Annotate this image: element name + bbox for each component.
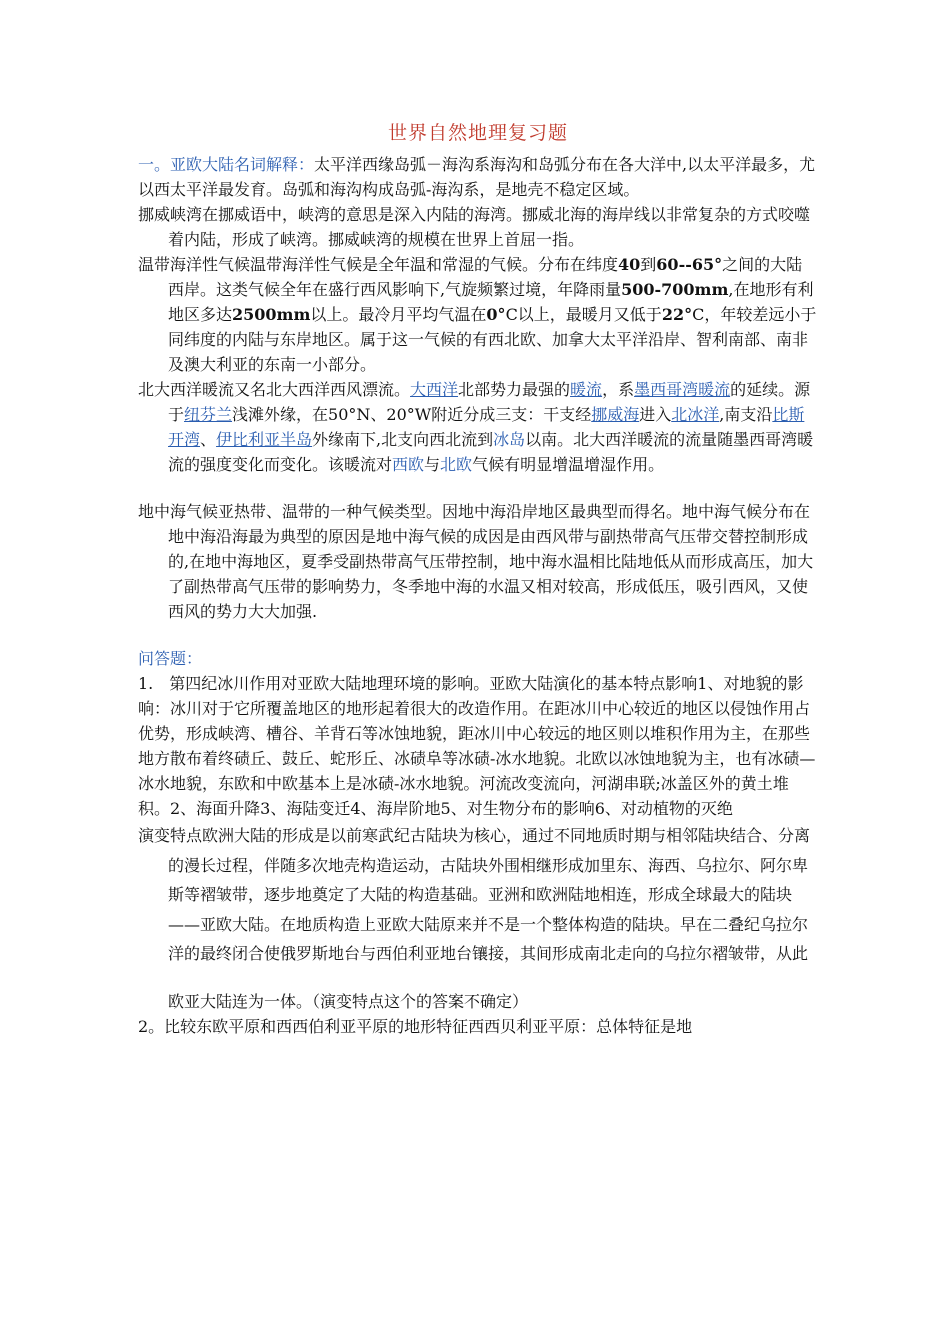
link-arctic-ocean[interactable]: 北冰洋 — [671, 405, 720, 424]
text-run: C以上，最暖月又低于 — [505, 305, 662, 324]
link-iceland[interactable]: 冰岛 — [493, 430, 526, 449]
text-run: 进入 — [639, 405, 672, 424]
text-run: C，年较差远小于同纬度的内陆与东岸地区。属于这一气候的有西北欧、加拿大太平洋沿岸、智利南部、南非及澳大利亚的东南一小部分。 — [168, 305, 817, 374]
text-run: 到 — [640, 255, 657, 274]
text-run: 北部势力最强的 — [458, 380, 571, 399]
text-run: 、 — [200, 430, 217, 449]
definition-island-arc — [138, 152, 818, 202]
section-heading-questions: 问答题： — [138, 649, 203, 668]
link-bay-of-biscay[interactable]: 比斯开湾 — [168, 405, 805, 449]
text-run: 北大西洋暖流又名北大西洋西风漂流。 — [138, 380, 411, 399]
evolution-features-end: 欧亚大陆连为一体。（演变特点这个的答案不确定） — [168, 991, 529, 1011]
link-western-europe[interactable]: 西欧 — [392, 455, 425, 474]
paragraph-gap — [138, 477, 818, 499]
text-run: 浅滩外缘，在50°N、20°W附近分成三支：干支经 — [232, 405, 592, 424]
text-run: 气候有明显增温增湿作用。 — [472, 455, 665, 474]
text-run: ,南支沿 — [719, 405, 773, 424]
bold-number: 500-700mm — [621, 280, 729, 299]
text-run: 以南。北大西洋暖流的流量随墨西哥湾暖流的强度变化而变化。该暖流对 — [168, 430, 814, 474]
question-1-answer: 1. 第四纪冰川作用对亚欧大陆地理环境的影响。亚欧大陆演化的基本特点影响1、对地貌的影响：冰川对于它所覆盖地区的地形起着很大的改造作用。在距冰川中心较近的地区以侵蚀作用占优势，形成峡湾、槽谷、羊背石等冰蚀地貌，距冰川中心较远的地区则以堆积作用为主，在那些地方散布着终碛丘、鼓丘、蛇形丘、冰碛阜等冰碛-冰水地貌。北欧以冰蚀地貌为主，也有冰碛—冰水地貌，东欧和中欧基本上是冰碛-冰水地貌。河流改变流向，河湖串联;冰盖区外的黄土堆积。2、海面升降3、海陆变迁4、海岸阶地5、对生物分布的影响6、对动植物的灭绝 — [138, 674, 816, 818]
paragraph-gap — [138, 624, 818, 646]
question-2: 2。比较东欧平原和西西伯利亚平原的地形特征西西贝利亚平原：总体特征是地 — [138, 1016, 693, 1036]
link-norwegian-sea[interactable]: 挪威海 — [591, 405, 640, 424]
definition-north-atlantic-drift — [138, 377, 818, 477]
bold-number: 60--65° — [656, 255, 723, 274]
text-run: 外缘南下,北支向西北流到 — [312, 430, 494, 449]
link-newfoundland[interactable]: 纽芬兰 — [184, 405, 233, 424]
page-title: 世界自然地理复习题 — [387, 122, 568, 144]
text-run: 温带海洋性气候温带海洋性气候是全年温和常湿的气候。分布在纬度 — [138, 255, 619, 274]
text-run: 的延续。源于 — [168, 380, 811, 424]
bold-number: 40 — [618, 255, 641, 274]
link-atlantic[interactable]: 大西洋 — [410, 380, 459, 399]
section-heading-terms: 一。亚欧大陆名词解释： — [138, 155, 315, 174]
link-gulf-stream[interactable]: 墨西哥湾暖流 — [634, 380, 731, 399]
evolution-features: 演变特点欧洲大陆的形成是以前寒武纪古陆块为核心，通过不同地质时期与相邻陆块结合、分离的漫长过程，伴随多次地壳构造运动，古陆块外围相继形成加里东、海西、乌拉尔、阿尔卑斯等褶皱带，逐步地奠定了大陆的构造基础。亚洲和欧洲陆地相连，形成全球最大的陆块——亚欧大陆。在地质构造上亚欧大陆原来并不是一个整体构造的陆块。早在二叠纪乌拉尔洋的最终闭合使俄罗斯地台与西伯利亚地台镶接，其间形成南北走向的乌拉尔褶皱带，从此 — [138, 826, 811, 963]
text-run: 以上。最冷月平均气温在 — [310, 305, 487, 324]
definition-fjord: 挪威峡湾在挪威语中，峡湾的意思是深入内陆的海湾。挪威北海的海岸线以非常复杂的方式咬噬着内陆，形成了峡湾。挪威峡湾的规模在世界上首屈一指。 — [138, 205, 811, 249]
bold-number: 0° — [486, 305, 506, 324]
bold-number: 2500mm — [232, 305, 311, 324]
link-warm-current[interactable]: 暖流 — [570, 380, 603, 399]
text-run: 之间的大陆西岸。这类气候全年在盛行西风影响下,气旋频繁过境，年降雨量 — [168, 255, 803, 299]
link-northern-europe[interactable]: 北欧 — [440, 455, 473, 474]
document-page — [138, 118, 818, 1039]
bold-number: 22° — [661, 305, 693, 324]
definition-oceanic-climate — [138, 252, 818, 377]
text-run: ，系 — [602, 380, 635, 399]
definition-mediterranean-climate: 地中海气候亚热带、温带的一种气候类型。因地中海沿岸地区最典型而得名。地中海气候分布在地中海沿海最为典型的原因是地中海气候的成因是由西风带与副热带高气压带交替控制形成的,在地中海地区，夏季受副热带高气压带控制，地中海水温相比陆地低从而形成高压，加大了副热带高气压带的影响势力，冬季地中海的水温又相对较高，形成低压，吸引西风，又使西风的势力大大加强. — [138, 502, 814, 621]
paragraph-text: 太平洋西缘岛弧－海沟系海沟和岛弧分布在各大洋中,以太平洋最多，尤以西太平洋最发育。岛弧和海沟构成岛弧-海沟系，是地壳不稳定区域。 — [138, 155, 816, 199]
link-iberian-peninsula[interactable]: 伊比利亚半岛 — [216, 430, 313, 449]
text-run: 与 — [424, 455, 441, 474]
text-run: ,在地形有利地区多达 — [168, 280, 814, 324]
